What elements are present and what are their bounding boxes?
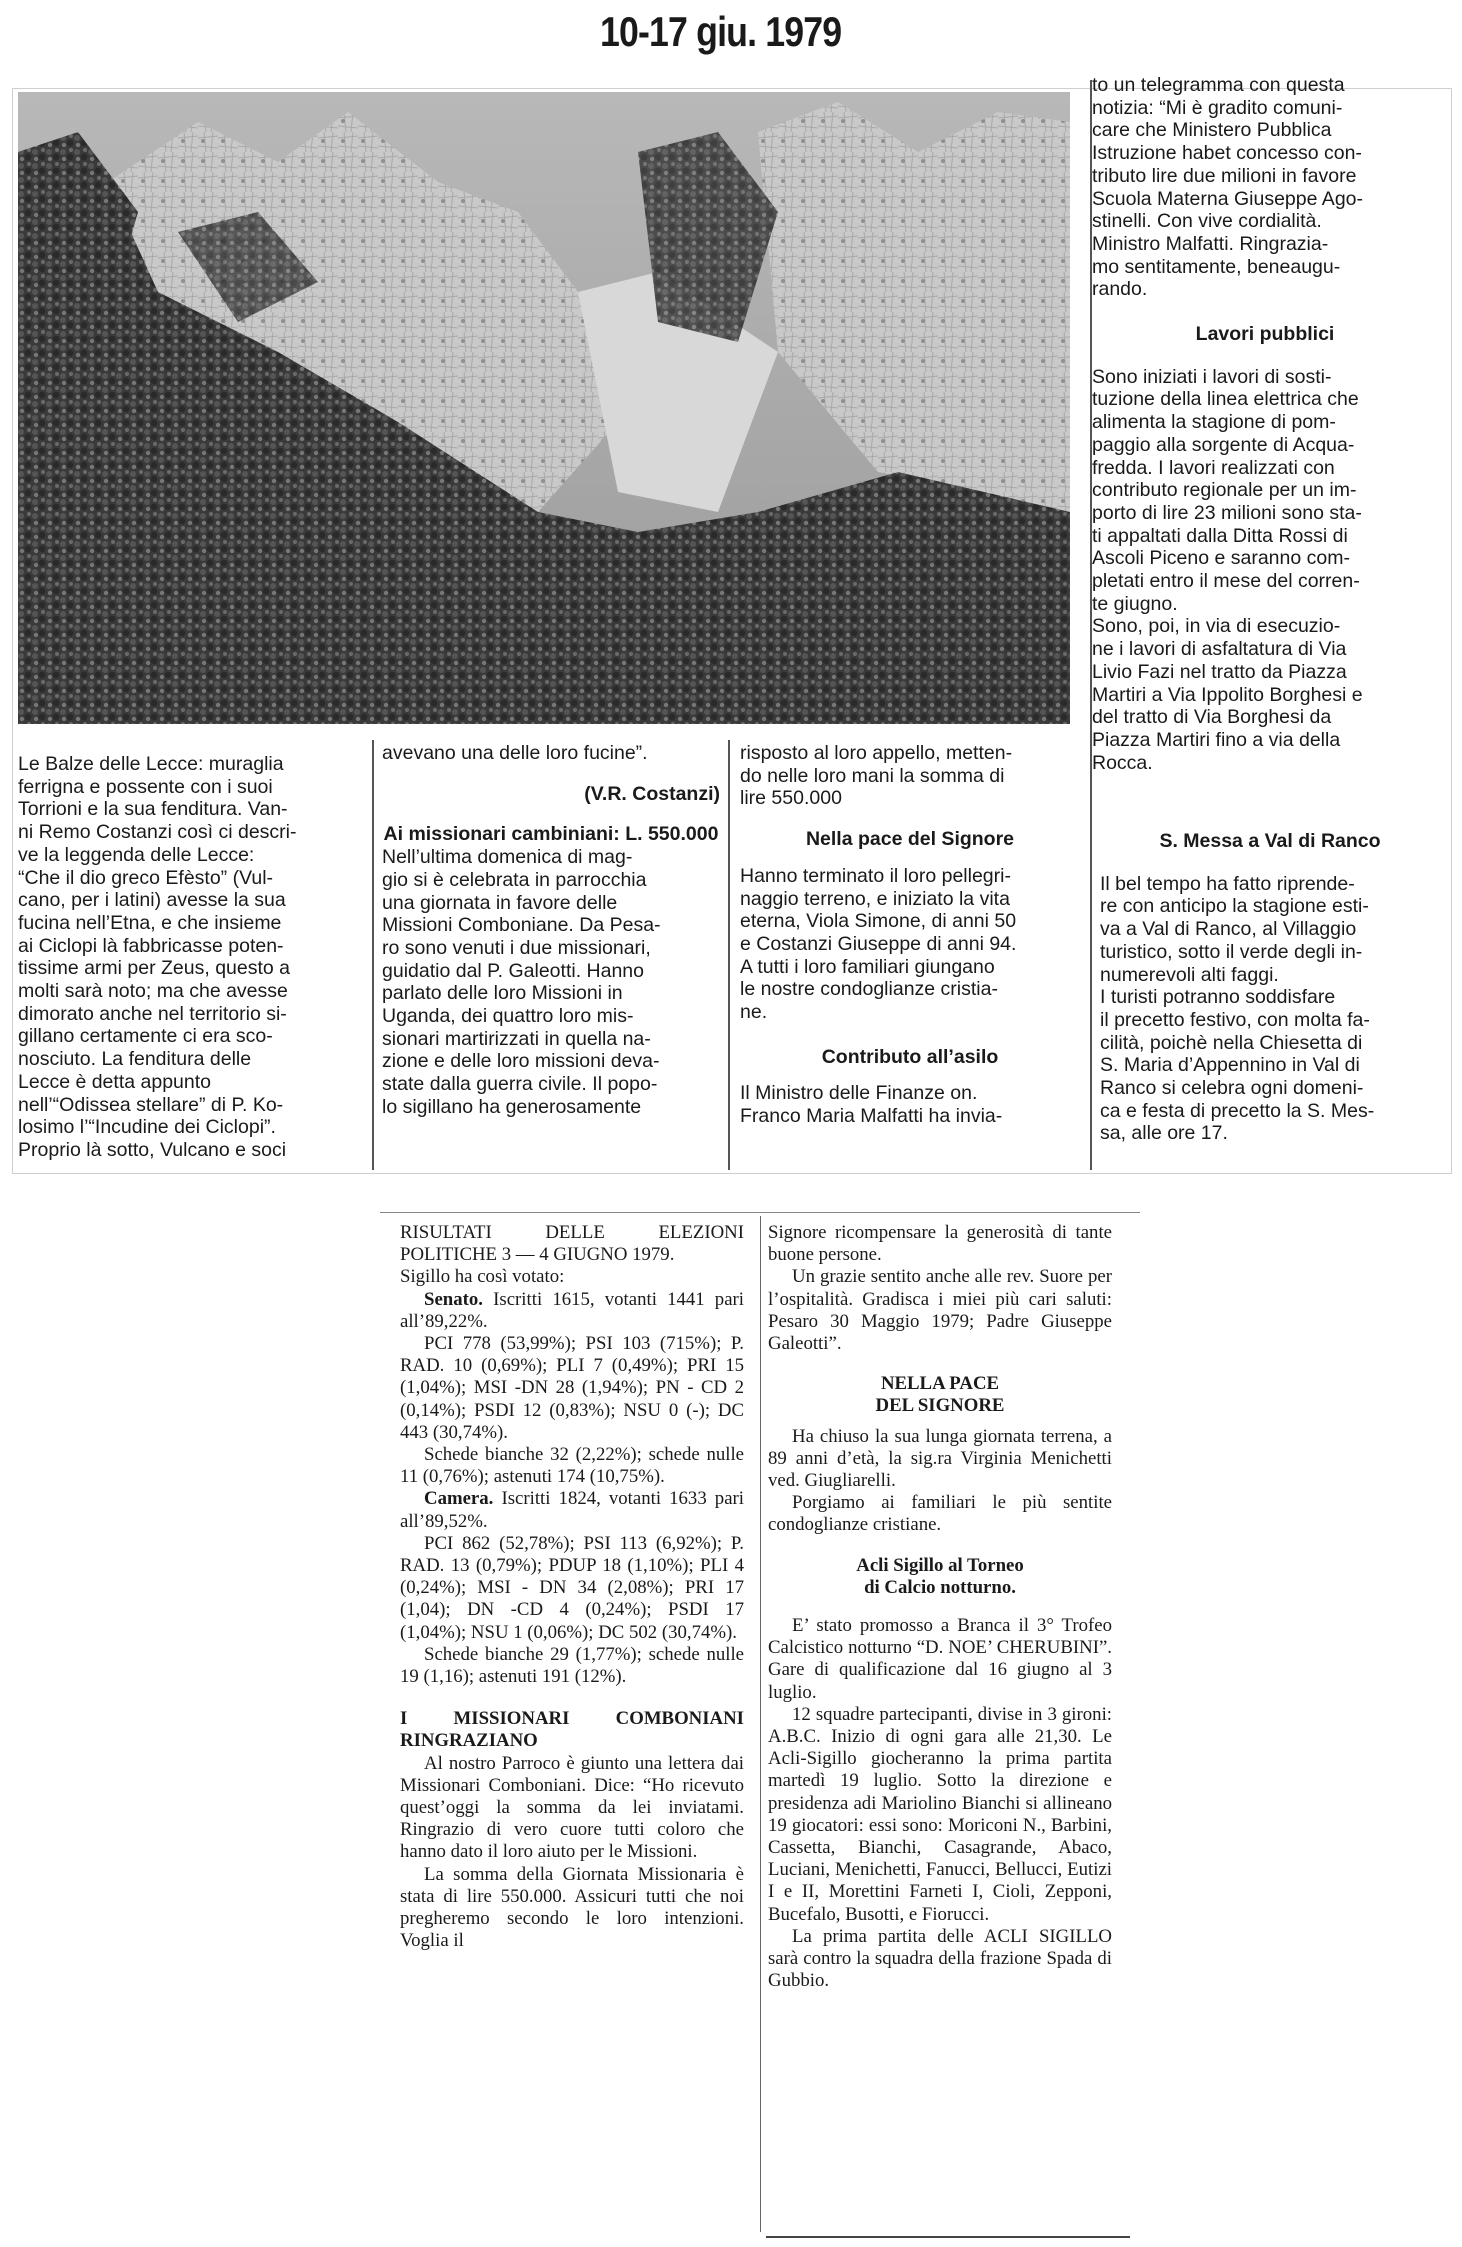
text-line: ni Remo Costanzi così ci descri- [18,821,297,844]
text-line: tuzione della linea elettrica che [1092,388,1359,411]
paragraph: Al nostro Parroco è giunto una lettera dai Missionari Comboniani. Dice: “Ho ricevuto quest’oggi la somma da lei inviatami. Ringrazio di vero cuore tutti coloro che hanno dato il loro aiuto per le Missioni. [400,1752,744,1863]
text-line: va a Val di Ranco, al Villaggio [1100,918,1357,941]
text-line: cano, per i latini) avesse la sua [18,889,286,912]
col5-body [1100,873,1440,1145]
text-line: risposto al loro appello, metten- [740,742,1013,764]
paragraph-text: PCI 862 (52,78%); PSI 113 (6,92%); P. RAD. 13 (0,79%); PDUP 18 (1,10%); PLI 4 (0,24%); MSI - DN 34 (2,08%); PRI 17 (1,04); DN -CD 4 (0,24%); PSDI 17 (1,04%); NSU 1 (0,06%); DC 502 (30,74%). [400,1532,744,1643]
text-line: lire 550.000 [740,787,842,810]
col4-heading: Lavori pubblici [1195,323,1335,346]
column-rule [372,740,374,1170]
missionari-column [382,742,720,1119]
paragraph-label: Senato. [424,1288,483,1310]
text-line: nell’“Odissea stellare” di P. Ko- [18,1093,284,1116]
paragraph: Porgiamo ai familiari le più sentite condoglianze cristiane. [768,1492,1112,1536]
col3-heading-2: Contributo all’asilo [821,1045,999,1068]
text-line: losimo l’“Incudine dei Ciclopi”. [18,1116,276,1139]
text-line: “Che il dio greco Efèsto” (Vul- [18,866,274,889]
missionari-heading: I MISSIONARI COMBONIANI RINGRAZIANO [400,1708,744,1752]
text-line: Uganda, dei quattro loro mis- [382,1005,634,1028]
text-line: eterna, Viola Simone, di anni 50 [740,910,1017,933]
text-line: Rocca. [1092,751,1153,774]
text-line: pletati entro il mese del corren- [1092,570,1360,593]
text-line: dimorato anche nel territorio si- [18,1002,287,1025]
text-line: Sono, poi, in via di esecuzio- [1092,615,1341,638]
paragraph-text: Sigillo ha così votato: [400,1266,565,1288]
paragraph [400,1444,744,1488]
text-line: paggio alla sorgente di Acqua- [1092,433,1355,456]
paragraph [400,1289,744,1333]
col3-body-2 [740,1082,1080,1127]
text-line: turistico, sotto il verde degli in- [1100,940,1363,963]
text-line: numerevoli alti faggi. [1100,963,1279,986]
caption-text [18,753,364,1162]
text-line: ro sono venuti i due missionari, [382,936,651,959]
acli-heading: Acli Sigillo al Torneo di Calcio notturno. [856,1554,1024,1598]
text-line: porto di lire 23 milioni sono sta- [1092,501,1362,524]
text-line: mo sentitamente, beneaugu- [1092,255,1341,278]
text-line: Scuola Materna Giuseppe Ago- [1092,187,1364,210]
text-line: alimenta la stagione di pom- [1092,411,1336,434]
text-line: Livio Fazi nel tratto da Piazza [1092,660,1347,683]
text-line: rando. [1092,278,1148,301]
text-line: Missioni Comboniane. Da Pesa- [382,914,661,937]
column-rule [728,740,730,1170]
text-line: Franco Maria Malfatti ha invia- [740,1105,1003,1128]
signature: (V.R. Costanzi) [584,782,720,805]
text-line: do nelle loro mani la somma di [740,764,1005,787]
text-line: Ministro Malfatti. Ringrazia- [1092,232,1329,255]
text-line: gio si è celebrata in parrocchia [382,868,647,891]
text-line: e Costanzi Giuseppe di anni 94. [740,932,1017,955]
text-line: Il bel tempo ha fatto riprende- [1100,872,1355,895]
caption-column [18,753,364,1162]
text-line: ca e festa di precetto la S. Mes- [1100,1099,1375,1122]
elections-column [400,1222,744,1953]
paragraph-text: Iscritti 1615, votanti 1441 pari all’89,22%. [400,1288,744,1332]
right-body-1 [768,1222,1112,1355]
text-line: Le Balze delle Lecce: muraglia [18,753,284,775]
text-line: guidatio dal P. Galeotti. Hanno [382,959,644,982]
text-line: zione e delle loro missioni deva- [382,1050,660,1073]
text-line: tributo lire due milioni in favore [1092,164,1357,187]
column-rule [760,1216,761,2232]
text-line: una giornata in favore delle [382,891,618,914]
paragraph [400,1333,744,1444]
text-line: il precetto festivo, con molta fa- [1100,1008,1370,1031]
col4-top [1092,74,1438,301]
paragraph: E’ stato promosso a Branca il 3° Trofeo Calcistico notturno “D. NOE’ CHERUBINI”. Gare di qualificazione dal 16 giugno al 3 luglio. [768,1615,1112,1703]
text-line: tissime armi per Zeus, questo a [18,957,291,980]
paragraph [400,1488,744,1532]
text-line: Hanno terminato il loro pellegri- [740,864,1011,887]
text-line: S. Maria d’Appennino in Val di [1100,1054,1360,1077]
elections-heading: RISULTATI DELLE ELEZIONI POLITICHE 3 — 4 GIUGNO 1979. [400,1222,744,1266]
text-line: fredda. I lavori realizzati con [1092,456,1335,479]
text-line: molti sarà noto; ma che avesse [18,980,288,1003]
pace-heading: NELLA PACE DEL SIGNORE [875,1373,1005,1417]
paragraph: 12 squadre partecipanti, divise in 3 gironi: A.B.C. Inizio di ogni gara alle 21,30. Le Acli-Sigillo giocheranno la prima partita martedì 19 luglio. Sotto la direzione e presidenza adi Mariolino Bianchi si allineano 19 giocatori: essi sono: Moriconi N., Barbini, Cassetta, Bianchi, Casagrande, Abaco, Luciani, Menichetti, Fanucci, Bellucci, Eutizi I e II, Morettini Farneti I, Cioli, Zepponi, Bucefalo, Busotti, e Fiorucci. [768,1703,1112,1925]
col5-heading: S. Messa a Val di Ranco [1159,830,1381,852]
missionari-body [400,1753,744,1953]
paragraph [400,1533,744,1644]
text-line: lo sigillano ha generosamente [382,1095,642,1118]
col3-body-1 [740,865,1080,1024]
paragraph: La somma della Giornata Missionaria è stata di lire 550.000. Assicuri tutti che noi pregheremo secondo le loro intenzioni. Voglia il [400,1863,744,1952]
col2-top-line: avevano una delle loro fucine”. [382,742,648,764]
text-line: le nostre condoglianze cristia- [740,978,998,1001]
col2-heading: Ai missionari cambiniani: L. 550.000 [383,823,719,846]
text-line: ne i lavori di asfaltatura di Via [1092,638,1347,661]
text-line: sa, alle ore 17. [1100,1122,1228,1145]
text-line: gillano certamente ci era sco- [18,1025,273,1048]
text-line: ferrigna e possente con i suoi [18,775,273,798]
col3-top [740,742,1080,810]
text-line: Lecce è detta appunto [18,1070,211,1093]
landscape-photo [18,92,1070,724]
text-line: ne. [740,1001,768,1024]
lavori-column [1092,74,1438,774]
text-line: to un telegramma con questa [1092,74,1345,96]
text-line: Il Ministro delle Finanze on. [740,1082,978,1105]
text-line: parlato delle loro Missioni in [382,982,623,1005]
text-line: stinelli. Con vive cordialità. [1092,210,1322,233]
text-line: Ranco si celebra ogni domeni- [1100,1077,1364,1100]
text-line: te giugno. [1092,592,1178,615]
paragraph: La prima partita delle ACLI SIGILLO sarà contro la squadra della frazione Spada di Gubbio. [768,1925,1112,1992]
text-line: Ascoli Piceno e saranno com- [1092,547,1350,570]
paragraph-text: Schede bianche 29 (1,77%); schede nulle 19 (1,16); astenuti 191 (12%). [400,1643,744,1688]
text-line: A tutti i loro familiari giungano [740,955,995,978]
right-body-2 [768,1426,1112,1537]
clipping-top-edge [380,1212,1140,1213]
text-line: notizia: “Mi è gradito comuni- [1092,96,1343,119]
text-line: care che Ministero Pubblica [1092,119,1332,142]
right-column [768,1222,1112,1993]
text-line: del tratto di Via Borghesi da [1092,706,1332,729]
col3-heading-1: Nella pace del Signore [805,828,1015,851]
text-line: nosciuto. La fenditura delle [18,1048,252,1071]
paragraph-text: Iscritti 1824, votanti 1633 pari all’89,52%. [400,1488,744,1532]
text-line: naggio terreno, e iniziato la vita [740,887,1010,910]
col2-body [382,846,720,1118]
messa-column [1100,830,1440,1145]
text-line: cilità, poichè nella Chiesetta di [1100,1031,1363,1054]
text-line: I turisti potranno soddisfare [1100,986,1336,1009]
text-line: Piazza Martiri fino a via della [1092,728,1341,751]
paragraph: Ha chiuso la sua lunga giornata terrena, a 89 anni d’età, la sig.ra Virginia Menichetti ved. Giugliarelli. [768,1425,1112,1492]
text-line: Sono iniziati i lavori di sosti- [1092,365,1332,388]
col4-body [1092,366,1438,775]
paragraph: Un grazie sentito anche alle rev. Suore per l’ospitalità. Gradisca i miei più cari saluti: Pesaro 30 Maggio 1979; Padre Giuseppe Galeotti”. [768,1266,1112,1355]
paragraph-text: Schede bianche 32 (2,22%); schede nulle 11 (0,76%); astenuti 174 (10,75%). [400,1444,744,1488]
pace-column [740,742,1080,1128]
paragraph: Signore ricompensare la generosità di tante buone persone. [768,1222,1112,1266]
text-line: sionari martirizzati in quella na- [382,1027,651,1050]
text-line: Istruzione habet concesso con- [1092,142,1362,165]
clipping-bottom-rule [766,2236,1130,2238]
elections-body [400,1266,744,1688]
text-line: state dalla guerra civile. Il popo- [382,1073,658,1096]
text-line: contributo regionale per un im- [1092,479,1357,502]
text-line: ti appaltati dalla Ditta Rossi di [1092,524,1348,547]
paragraph-text: PCI 778 (53,99%); PSI 103 (715%); P. RAD. 10 (0,69%); PLI 7 (0,49%); PRI 15 (1,04%); MSI -DN 28 (1,94%); PN - CD 2 (0,14%); PSDI 12 (0,83%); NSU 0 (-); DC 443 (30,74%). [400,1333,744,1443]
date-header: 10-17 giu. 1979 [600,8,842,55]
text-line: fucina nell’Etna, e che insieme [18,911,282,934]
text-line: Proprio là sotto, Vulcano e soci [18,1138,287,1161]
text-line: Martiri a Via Ippolito Borghesi e [1092,683,1363,706]
text-line: Torrioni e la sua fenditura. Van- [18,798,288,821]
text-line: ve la leggenda delle Lecce: [18,843,255,866]
text-line: re con anticipo la stagione esti- [1100,895,1369,918]
paragraph [400,1266,744,1288]
paragraph [400,1644,744,1688]
text-line: ai Ciclopi là fabbricasse poten- [18,934,284,957]
right-body-3 [768,1615,1112,1992]
paragraph-label: Camera. [424,1488,494,1510]
text-line: Nell’ultima domenica di mag- [382,846,633,869]
